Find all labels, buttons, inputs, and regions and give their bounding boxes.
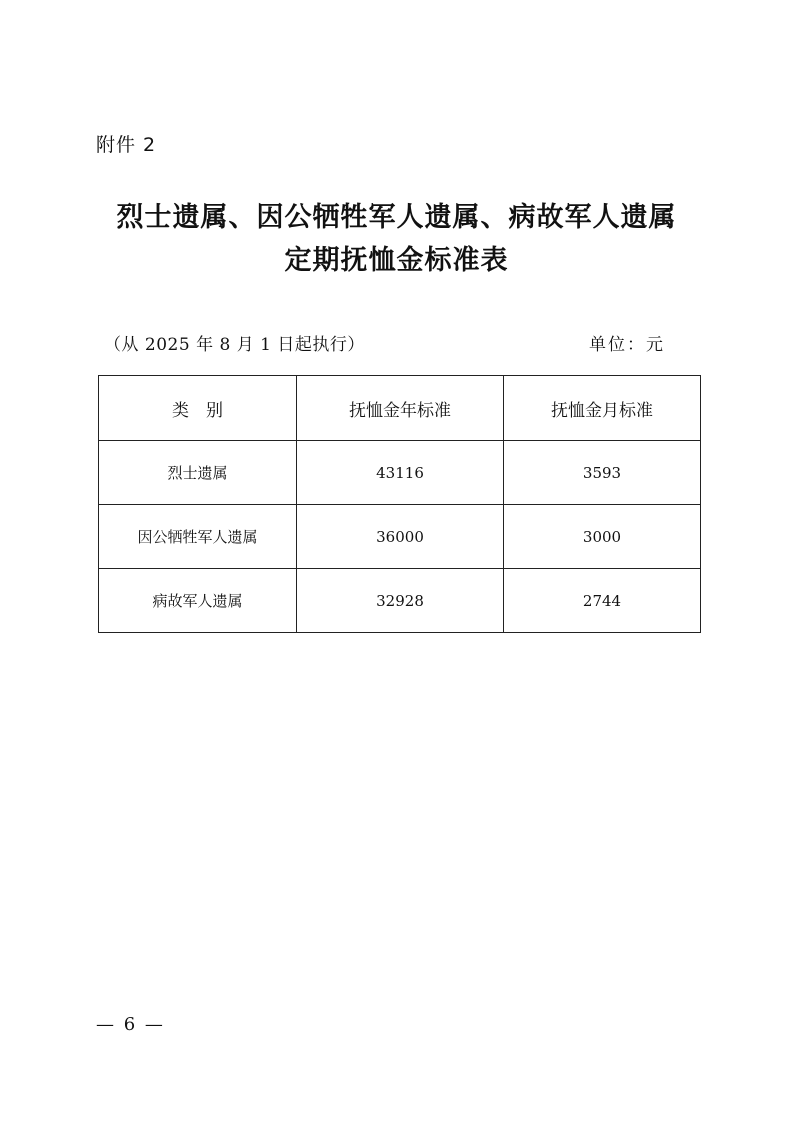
row-annual-value: 32928 bbox=[297, 569, 504, 633]
unit-label: 单位：元 bbox=[589, 335, 665, 355]
row-monthly-value: 3000 bbox=[504, 505, 701, 569]
attachment-label: 附件 2 bbox=[96, 134, 157, 156]
header-category: 类 别 bbox=[99, 376, 297, 441]
effective-date-note: （从 2025 年 8 月 1 日起执行） bbox=[104, 335, 365, 355]
table-row bbox=[99, 505, 701, 569]
header-annual-standard: 抚恤金年标准 bbox=[297, 376, 504, 441]
table-row bbox=[99, 441, 701, 505]
row-annual-value: 43116 bbox=[297, 441, 504, 505]
row-category: 烈士遗属 bbox=[99, 441, 297, 505]
page-number: — 6 — bbox=[96, 1014, 165, 1035]
row-category: 因公牺牲军人遗属 bbox=[99, 505, 297, 569]
row-monthly-value: 3593 bbox=[504, 441, 701, 505]
document-title-line-2: 定期抚恤金标准表 bbox=[284, 245, 509, 276]
table-row bbox=[99, 569, 701, 633]
row-annual-value: 36000 bbox=[297, 505, 504, 569]
row-monthly-value: 2744 bbox=[504, 569, 701, 633]
table-header-row bbox=[99, 376, 701, 441]
pension-standards-table bbox=[98, 375, 701, 633]
row-category: 病故军人遗属 bbox=[99, 569, 297, 633]
document-title-line-1: 烈士遗属、因公牺牲军人遗属、病故军人遗属 bbox=[116, 202, 677, 233]
header-monthly-standard: 抚恤金月标准 bbox=[504, 376, 701, 441]
